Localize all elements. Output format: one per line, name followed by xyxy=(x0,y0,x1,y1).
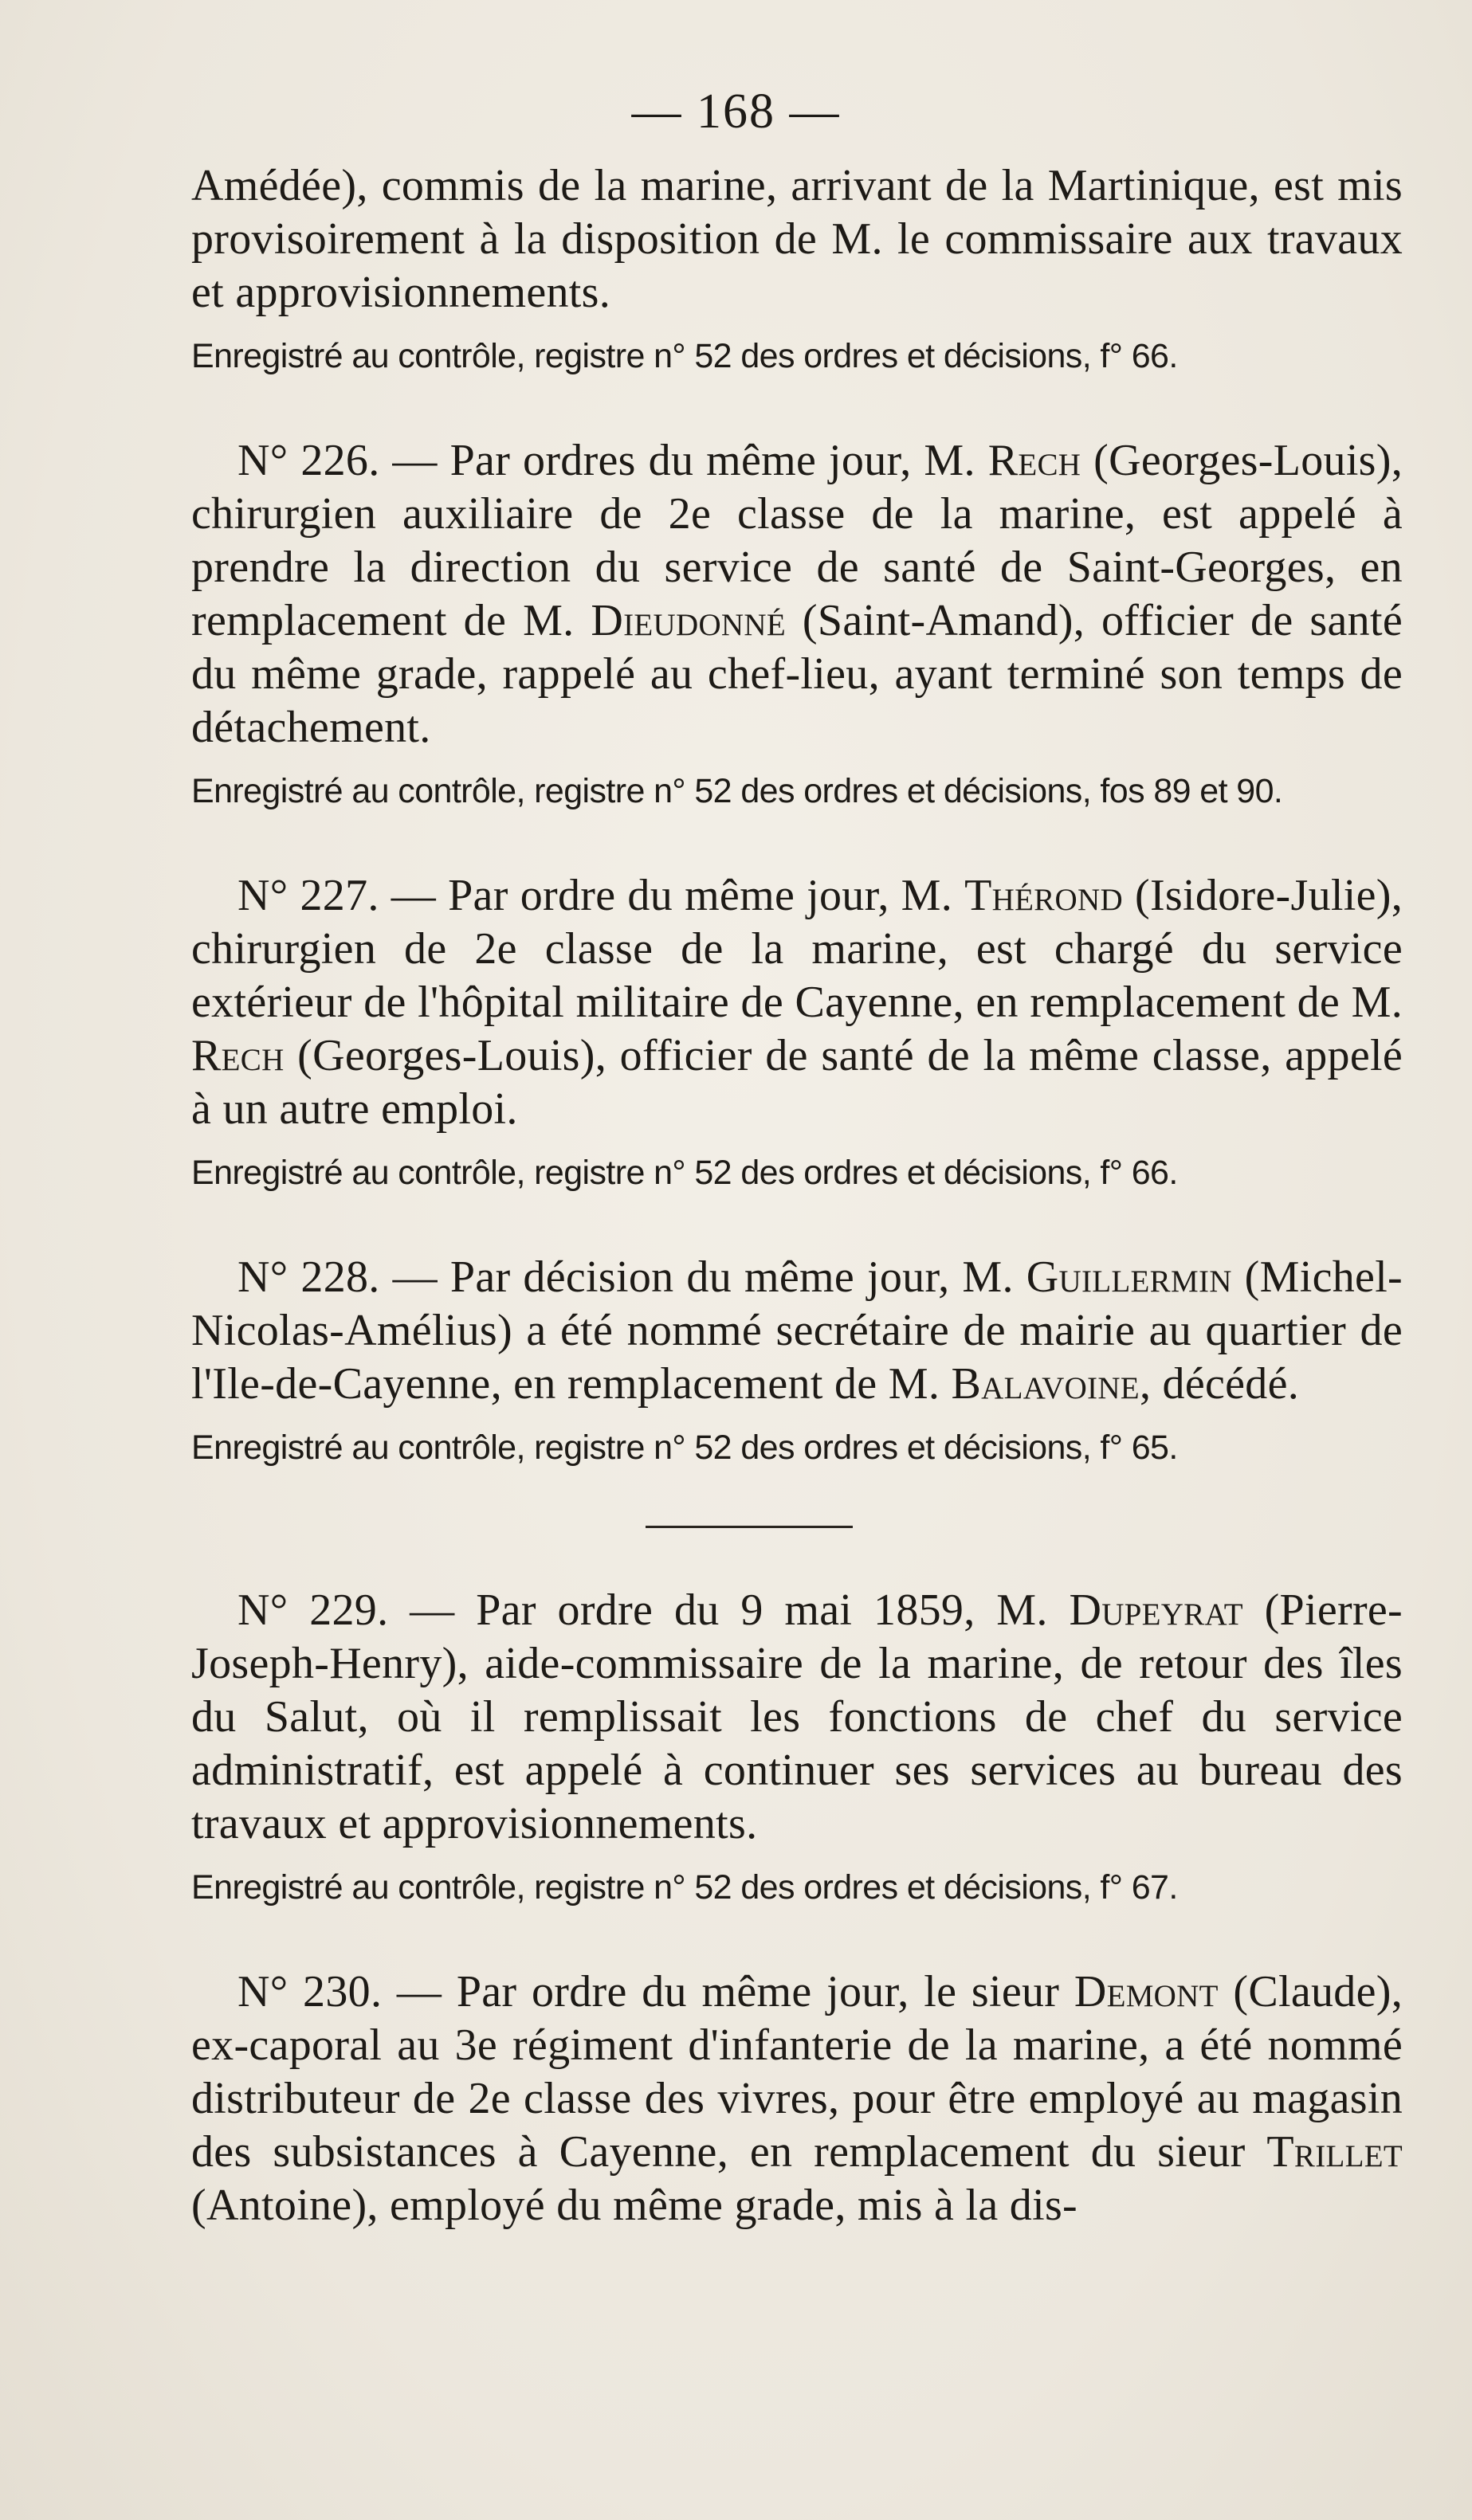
page-body xyxy=(191,159,1403,2232)
registry-note: Enregistré au contrôle, registre n° 52 des ordres et décisions, f° 66. xyxy=(191,1154,1178,1192)
registry-note: Enregistré au contrôle, registre n° 52 des ordres et décisions, f° 67. xyxy=(191,1868,1178,1907)
registry-note: Enregistré au contrôle, registre n° 52 des ordres et décisions, f° 66. xyxy=(191,337,1178,375)
person-name: Rech xyxy=(191,1031,285,1080)
entry-number: N° 229. xyxy=(237,1585,389,1635)
person-name: Thérond xyxy=(964,871,1123,920)
entry-230 xyxy=(191,1965,1403,2232)
entry-number: N° 228. xyxy=(237,1252,380,1302)
page-number: — 168 — xyxy=(631,84,841,139)
entry-continuation xyxy=(191,159,1403,378)
person-name: Balavoine xyxy=(951,1359,1140,1409)
person-name: Rech xyxy=(987,436,1081,485)
entry-text: N° 226. — Par ordres du même jour, M. Rech (Georges-Louis), chirurgien auxiliaire de 2e classe de la marine, est appelé à prendre la direction du service de santé de Saint-Georges, en remplacement de M. Dieudonné (Saint-Amand), officier de santé du même grade, rappelé au chef-lieu, ayant terminé son temps de détachement. xyxy=(191,436,1403,752)
section-divider xyxy=(646,1526,853,1528)
person-name: Demont xyxy=(1074,1967,1219,2016)
entry-228 xyxy=(191,1251,1403,1470)
person-name: Dieudonné xyxy=(591,596,786,645)
entry-text: N° 228. — Par décision du même jour, M. Guillermin (Michel-Nicolas-Amélius) a été nommé secrétaire de mairie au quartier de l'Ile-de-Cayenne, en remplacement de M. Balavoine, décédé. xyxy=(191,1252,1403,1409)
entry-number: N° 230. xyxy=(237,1967,383,2016)
person-name: Dupeyrat xyxy=(1069,1585,1243,1635)
entry-number: N° 226. xyxy=(237,436,380,485)
entry-229 xyxy=(191,1584,1403,1910)
person-name: Trillet xyxy=(1266,2127,1403,2177)
person-name: Guillermin xyxy=(1026,1252,1232,1302)
entry-text: N° 227. — Par ordre du même jour, M. Thérond (Isidore-Julie), chirurgien de 2e classe de la marine, est chargé du service extérieur de l'hôpital militaire de Cayenne, en remplacement de M. Rech (Georges-Louis), officier de santé de la même classe, appelé à un autre emploi. xyxy=(191,871,1403,1134)
registry-note: Enregistré au contrôle, registre n° 52 des ordres et décisions, f° 65. xyxy=(191,1429,1178,1467)
entry-226 xyxy=(191,434,1403,813)
entry-text: Amédée), commis de la marine, arrivant de la Martinique, est mis provisoirement à la disposition de M. le commissaire aux travaux et approvisionnements. xyxy=(191,161,1403,317)
registry-note: Enregistré au contrôle, registre n° 52 des ordres et décisions, fos 89 et 90. xyxy=(191,772,1283,810)
entry-text: N° 230. — Par ordre du même jour, le sieur Demont (Claude), ex-caporal au 3e régiment d'infanterie de la marine, a été nommé distributeur de 2e classe des vivres, pour être employé au magasin des subsistances à Cayenne, en remplacement du sieur Trillet (Antoine), employé du même grade, mis à la dis- xyxy=(191,1967,1403,2230)
entry-number: N° 227. xyxy=(237,871,379,920)
entry-text: N° 229. — Par ordre du 9 mai 1859, M. Dupeyrat (Pierre-Joseph-Henry), aide-commissaire de la marine, de retour des îles du Salut, où il remplissait les fonctions de chef du service administratif, est appelé à continuer ses services au bureau des travaux et approvisionnements. xyxy=(191,1585,1403,1848)
entry-227 xyxy=(191,869,1403,1195)
